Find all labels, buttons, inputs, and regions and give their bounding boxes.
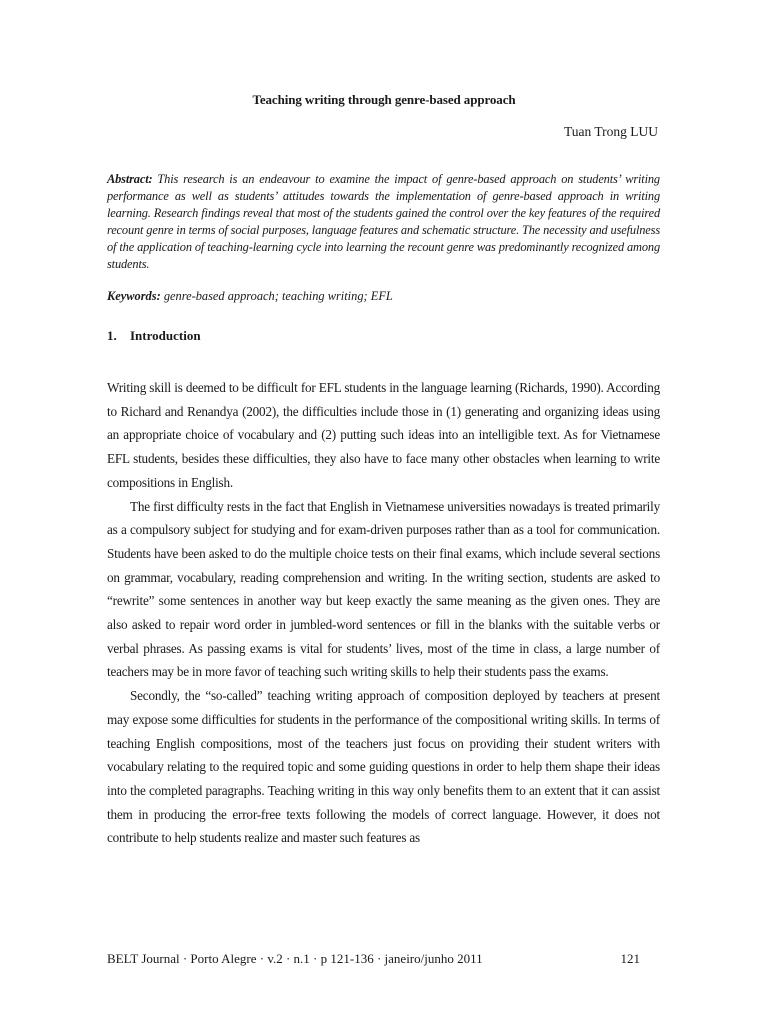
paragraph: Secondly, the “so-called” teaching writing approach of composition deployed by teachers at present may expose some difficulties for students in the performance of the compositional writing skills. In terms of teaching English compositions, most of the teachers just focus on providing their student writers with vocabulary relating to the required topic and some guiding questions in order to help them shape their ideas into the completed paragraphs. Teaching writing in this way only benefits them to an extent that it can assist them in producing the error-free texts following the models of correct language. However, it does not contribute to help students realize and master such features as — [107, 688, 660, 846]
body-text — [107, 376, 660, 850]
author-name: Tuan Trong LUU — [563, 124, 658, 139]
paper-title: Teaching writing through genre-based approach — [252, 92, 516, 107]
paragraph: The first difficulty rests in the fact that English in Vietnamese universities nowadays is treated primarily as a compulsory subject for studying and for exam-driven purposes rather than as a tool for communication. Students have been asked to do the multiple choice tests on their final exams, which include several sections on grammar, vocabulary, reading comprehension and writing. In the writing section, students are asked to “rewrite” some sentences in another way but keep exactly the same meaning as the given ones. They are also asked to repair word order in jumbled-word sentences or fill in the blanks with the suitable verbs or verbal phrases. As passing exams is vital for students’ lives, most of the time in class, a large number of teachers may be in more favor of teaching such writing skills to help their students pass the exams. — [107, 498, 660, 680]
section-title: Introduction — [130, 328, 201, 343]
keywords-block — [107, 289, 660, 304]
section-heading — [107, 328, 201, 344]
keywords-label: Keywords: — [107, 289, 161, 303]
section-number: 1. — [107, 328, 117, 343]
abstract-text: This research is an endeavour to examine the impact of genre-based approach on students’ writing performance as well as students’ attitudes towards the implementation of genre-based approach in writing learning. Research findings reveal that most of the students gained the control over the key features of the required recount genre in terms of social purposes, language features and schematic structure. The necessity and usefulness of the application of teaching-learning cycle into learning the recount genre was predominantly recognized among students. — [107, 172, 660, 271]
keywords-text: genre-based approach; teaching writing; EFL — [163, 289, 393, 303]
footer-journal-citation: BELT Journal · Porto Alegre · v.2 · n.1 · p 121-136 · janeiro/junho 2011 — [107, 951, 483, 966]
paragraph: Writing skill is deemed to be difficult for EFL students in the language learning (Richards, 1990). According to Richard and Renandya (2002), the difficulties include those in (1) generating and organizing ideas using an appropriate choice of vocabulary and (2) putting such ideas into an intelligible text. As for Vietnamese EFL students, besides these difficulties, they also have to face many other obstacles when learning to write compositions in English. — [107, 380, 660, 490]
footer-page-number: 121 — [620, 951, 640, 966]
abstract-label: Abstract: — [107, 172, 153, 186]
abstract-block — [107, 171, 660, 273]
